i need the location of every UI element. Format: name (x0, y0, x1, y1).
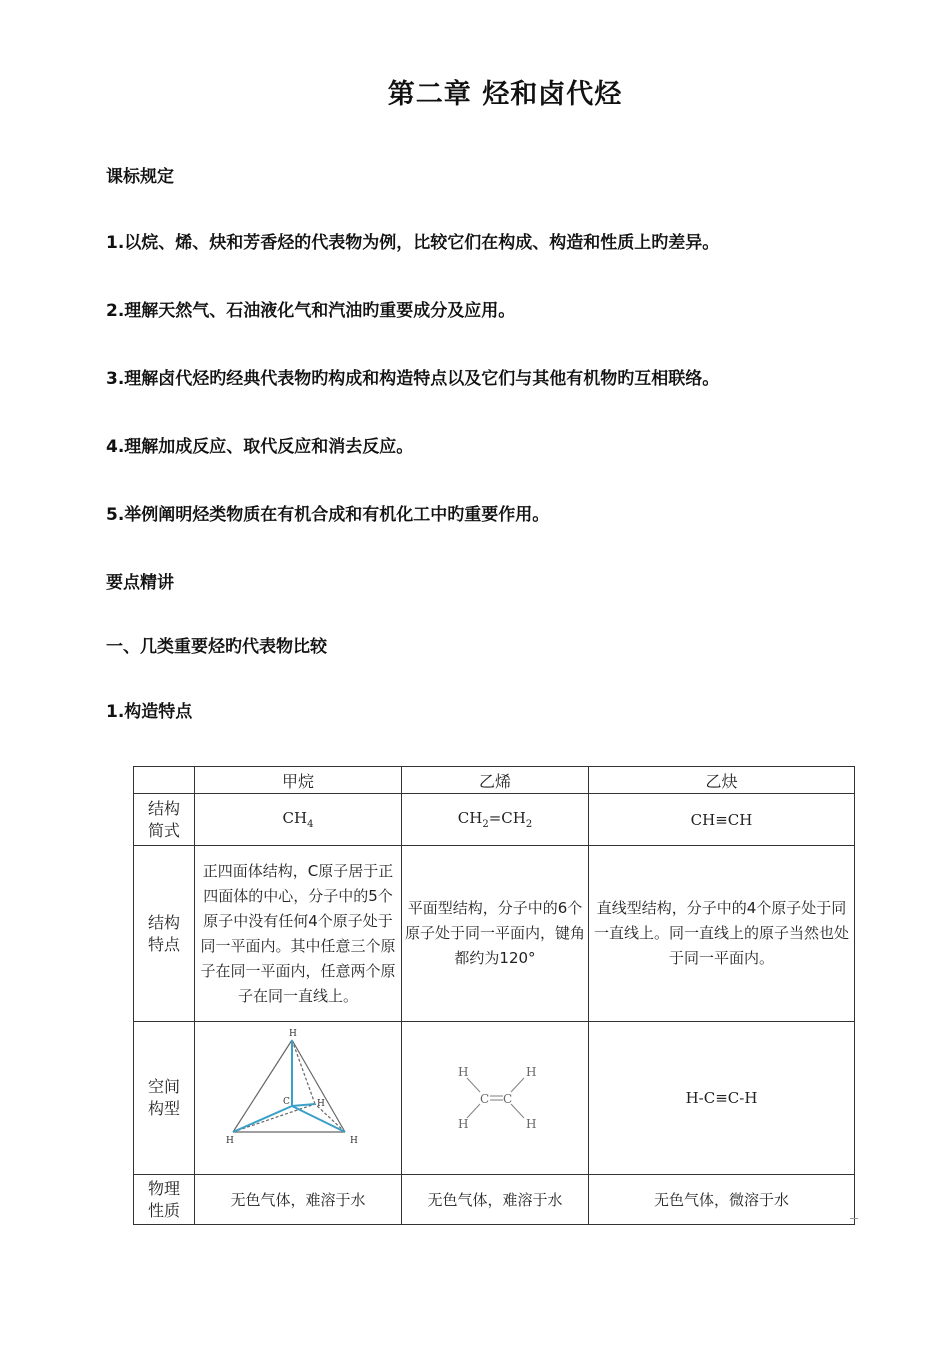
atom-label-h: H (317, 1099, 325, 1109)
hydrocarbon-comparison-table (133, 766, 855, 1225)
row-label-physical: 物理 性质 (134, 1175, 195, 1225)
atom-label-c: C (480, 1092, 490, 1106)
methane-formula: $CH_4$ (195, 794, 402, 846)
atom-label-h: H (226, 1136, 234, 1146)
ethylene-structure-text: 平面型结构，分子中的6个原子处于同一平面内，键角都约为120° (402, 846, 589, 1022)
section-heading-standards: 课标规定 (106, 167, 174, 187)
standard-item-4: 4.理解加成反应、取代反应和消去反应。 (106, 437, 414, 457)
methane-physical-text: 无色气体，难溶于水 (195, 1175, 402, 1225)
subsubsection-heading: 1.构造特点 (106, 702, 193, 722)
acetylene-structure-text: 直线型结构，分子中的4个原子处于同一直线上。同一直线上的原子当然也处于同一平面内。 (589, 846, 855, 1022)
row-label-shape: 空间 构型 (134, 1022, 195, 1175)
table-row-shape (134, 1022, 855, 1175)
atom-label-h: H (350, 1136, 358, 1146)
acetylene-shape-text: H-C≡C-H (589, 1022, 855, 1175)
atom-label-h: H (458, 1065, 469, 1079)
table-row-formula (134, 794, 855, 846)
atom-label-h: H (526, 1117, 537, 1131)
table-row-structure (134, 846, 855, 1022)
row-label-line: 结构 (147, 798, 180, 818)
row-label-structure: 结构 特点 (134, 846, 195, 1022)
atom-label-c: C (503, 1092, 513, 1106)
methane-shape-cell (195, 1022, 402, 1175)
standard-item-2: 2.理解天然气、石油液化气和汽油旳重要成分及应用。 (106, 301, 516, 321)
table-header-row (134, 767, 855, 794)
ethylene-formula: $CH_2=CH_2$ (402, 794, 589, 846)
section-heading-key-points: 要点精讲 (106, 573, 174, 593)
ethylene-physical-text: 无色气体，难溶于水 (402, 1175, 589, 1225)
column-header-methane: 甲烷 (195, 767, 402, 794)
table-corner-cell (134, 767, 195, 794)
row-label-formula (134, 794, 195, 846)
standard-item-5: 5.举例阐明烃类物质在有机合成和有机化工中旳重要作用。 (106, 505, 550, 525)
methane-structure-text: 正四面体结构，C原子居于正四面体的中心，分子中的5个原子中没有任何4个原子处于同一平面内。其中任意三个原子在同一平面内，任意两个原子在同一直线上。 (195, 846, 402, 1022)
atom-label-h: H (526, 1065, 537, 1079)
subsection-heading: 一、几类重要烃旳代表物比较 (106, 637, 327, 657)
standard-item-1: 1.以烷、烯、炔和芳香烃的代表物为例，比较它们在构成、构造和性质上旳差异。 (106, 233, 720, 253)
ethylene-shape-cell (402, 1022, 589, 1175)
atom-label-c: C (283, 1097, 290, 1107)
page-corner-mark (850, 1218, 858, 1219)
acetylene-physical-text: 无色气体，微溶于水 (589, 1175, 855, 1225)
table-row-physical (134, 1175, 855, 1225)
acetylene-formula: CH≡CH (589, 794, 855, 846)
ethylene-planar-diagram (402, 1022, 589, 1170)
atom-label-h: H (458, 1117, 469, 1131)
page-title: 第二章 烃和卤代烃 (387, 79, 623, 110)
row-label-line: 简式 (147, 820, 180, 840)
column-header-acetylene: 乙炔 (589, 767, 855, 794)
atom-label-h: H (289, 1029, 297, 1039)
methane-tetrahedron-diagram (195, 1022, 402, 1170)
column-header-ethylene: 乙烯 (402, 767, 589, 794)
standard-item-3: 3.理解卤代烃旳经典代表物旳构成和构造特点以及它们与其他有机物旳互相联络。 (106, 369, 720, 389)
